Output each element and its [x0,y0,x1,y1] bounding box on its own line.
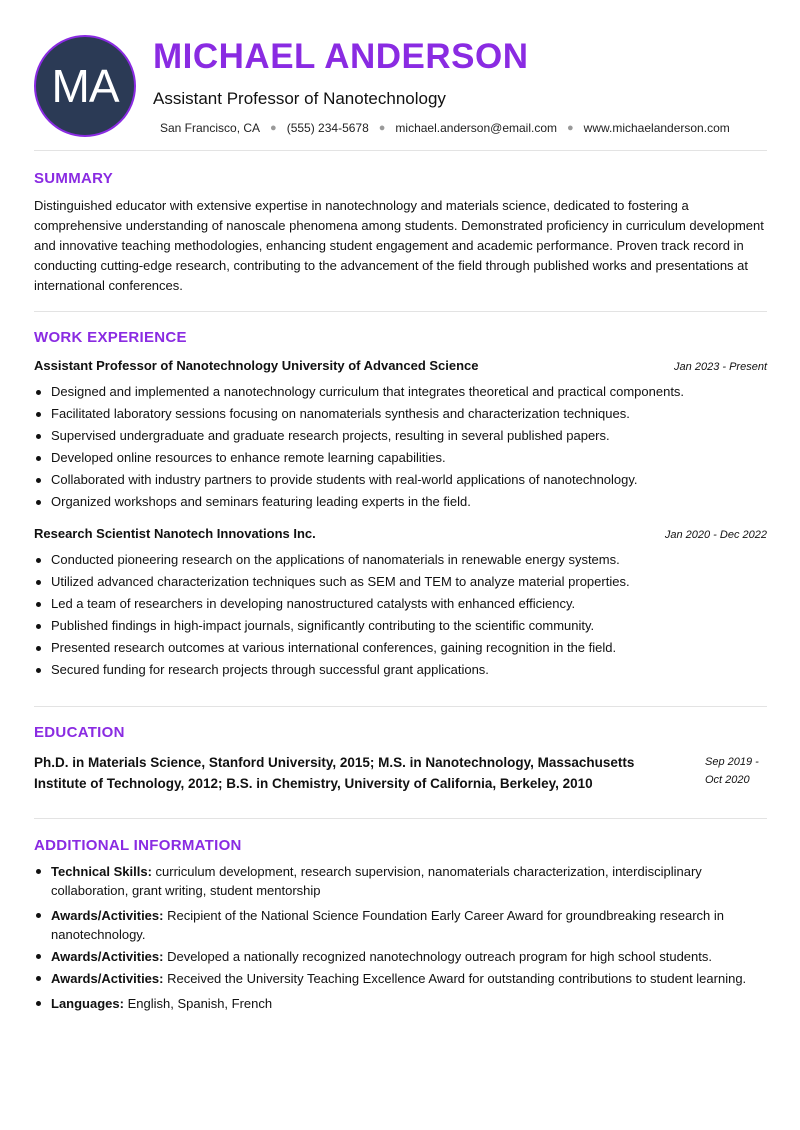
info-key: Languages: [51,996,124,1011]
info-value: English, Spanish, French [123,996,273,1011]
education-date-end: Oct 2020 [705,774,750,786]
education-date-start: Sep 2019 - [705,756,759,768]
job-header [34,526,767,541]
list-item [34,994,767,1013]
list-item: Organized workshops and seminars featuring leading experts in the field. [34,491,767,513]
divider [34,311,767,312]
info-key: Awards/Activities: [51,908,164,923]
list-item: Led a team of researchers in developing nanostructured catalysts with enhanced efficiency. [34,593,767,615]
summary-text: Distinguished educator with extensive expertise in nanotechnology and materials science, dedicated to fostering a comprehensive understanding of nanoscale phenomena among students. Demonstrated proficiency in curriculum development and innovative teaching methodologies, enhancing student engagement and academic performance. Proven track record in conducting cutting-edge research, contributing to the advancement of the field through published works and presentations at international conferences. [34,198,764,293]
contact-line [160,121,730,135]
info-key: Awards/Activities: [51,971,164,986]
divider [34,706,767,707]
list-item: Published findings in high-impact journals, significantly contributing to the scientific community. [34,615,767,637]
info-value: Recipient of the National Science Foundation Early Career Award for groundbreaking research in nanotechnology. [51,908,724,942]
contact-website[interactable]: www.michaelanderson.com [583,121,730,135]
job-date: Jan 2020 - Dec 2022 [664,529,767,541]
work-experience-heading: WORK EXPERIENCE [34,329,187,346]
separator-dot-icon: ● [567,122,574,134]
job-bullets [34,549,767,681]
list-item [34,947,767,966]
education-date [705,753,775,789]
job-title: Research Scientist Nanotech Innovations Inc. [34,526,316,541]
education-heading: EDUCATION [34,724,125,741]
list-item: Facilitated laboratory sessions focusing on nanomaterials synthesis and characterization techniques. [34,403,767,425]
avatar [34,35,136,137]
candidate-title: Assistant Professor of Nanotechnology [153,89,446,108]
separator-dot-icon: ● [378,122,386,134]
job-title: Assistant Professor of Nanotechnology University of Advanced Science [34,358,479,373]
contact-phone: (555) 234-5678 [286,121,369,135]
resume-header [34,0,767,150]
job-bullets [34,381,767,513]
contact-location: San Francisco, CA [160,121,261,135]
info-value: Developed a nationally recognized nanotechnology outreach program for high school students. [163,949,712,964]
separator-dot-icon: ● [270,122,277,134]
summary-heading: SUMMARY [34,170,114,187]
list-item: Secured funding for research projects through successful grant applications. [34,659,767,681]
list-item: Designed and implemented a nanotechnology curriculum that integrates theoretical and practical components. [34,381,767,403]
additional-info-heading: ADDITIONAL INFORMATION [34,837,242,854]
contact-email[interactable]: michael.anderson@email.com [395,121,558,135]
list-item [34,862,767,900]
job-date: Jan 2023 - Present [674,361,767,373]
list-item: Supervised undergraduate and graduate research projects, resulting in several published papers. [34,425,767,447]
additional-info-list [34,862,767,1013]
info-key: Technical Skills: [51,864,152,879]
list-item: Developed online resources to enhance remote learning capabilities. [34,447,767,469]
job-header [34,358,767,373]
info-value: curriculum development, research supervision, nanomaterials characterization, interdisciplinary collaboration, grant writing, student mentorship [51,864,702,898]
info-key: Awards/Activities: [51,949,164,964]
education-text: Ph.D. in Materials Science, Stanford University, 2015; M.S. in Nanotechnology, Massachusetts Institute of Technology, 2012; B.S. in Chemistry, University of California, Berkeley, 2010 [34,755,635,791]
list-item: Conducted pioneering research on the applications of nanomaterials in renewable energy systems. [34,549,767,571]
list-item [34,969,767,988]
divider [34,818,767,819]
resume-page [34,0,767,1011]
list-item [34,906,767,944]
candidate-name: MICHAEL ANDERSON [153,37,529,76]
info-value: Received the University Teaching Excellence Award for outstanding contributions to student learning. [163,971,747,986]
divider [34,150,767,151]
avatar-initials: MA [51,60,119,112]
list-item: Presented research outcomes at various international conferences, gaining recognition in the field. [34,637,767,659]
list-item: Collaborated with industry partners to provide students with real-world applications of nanotechnology. [34,469,767,491]
list-item: Utilized advanced characterization techniques such as SEM and TEM to analyze material properties. [34,571,767,593]
